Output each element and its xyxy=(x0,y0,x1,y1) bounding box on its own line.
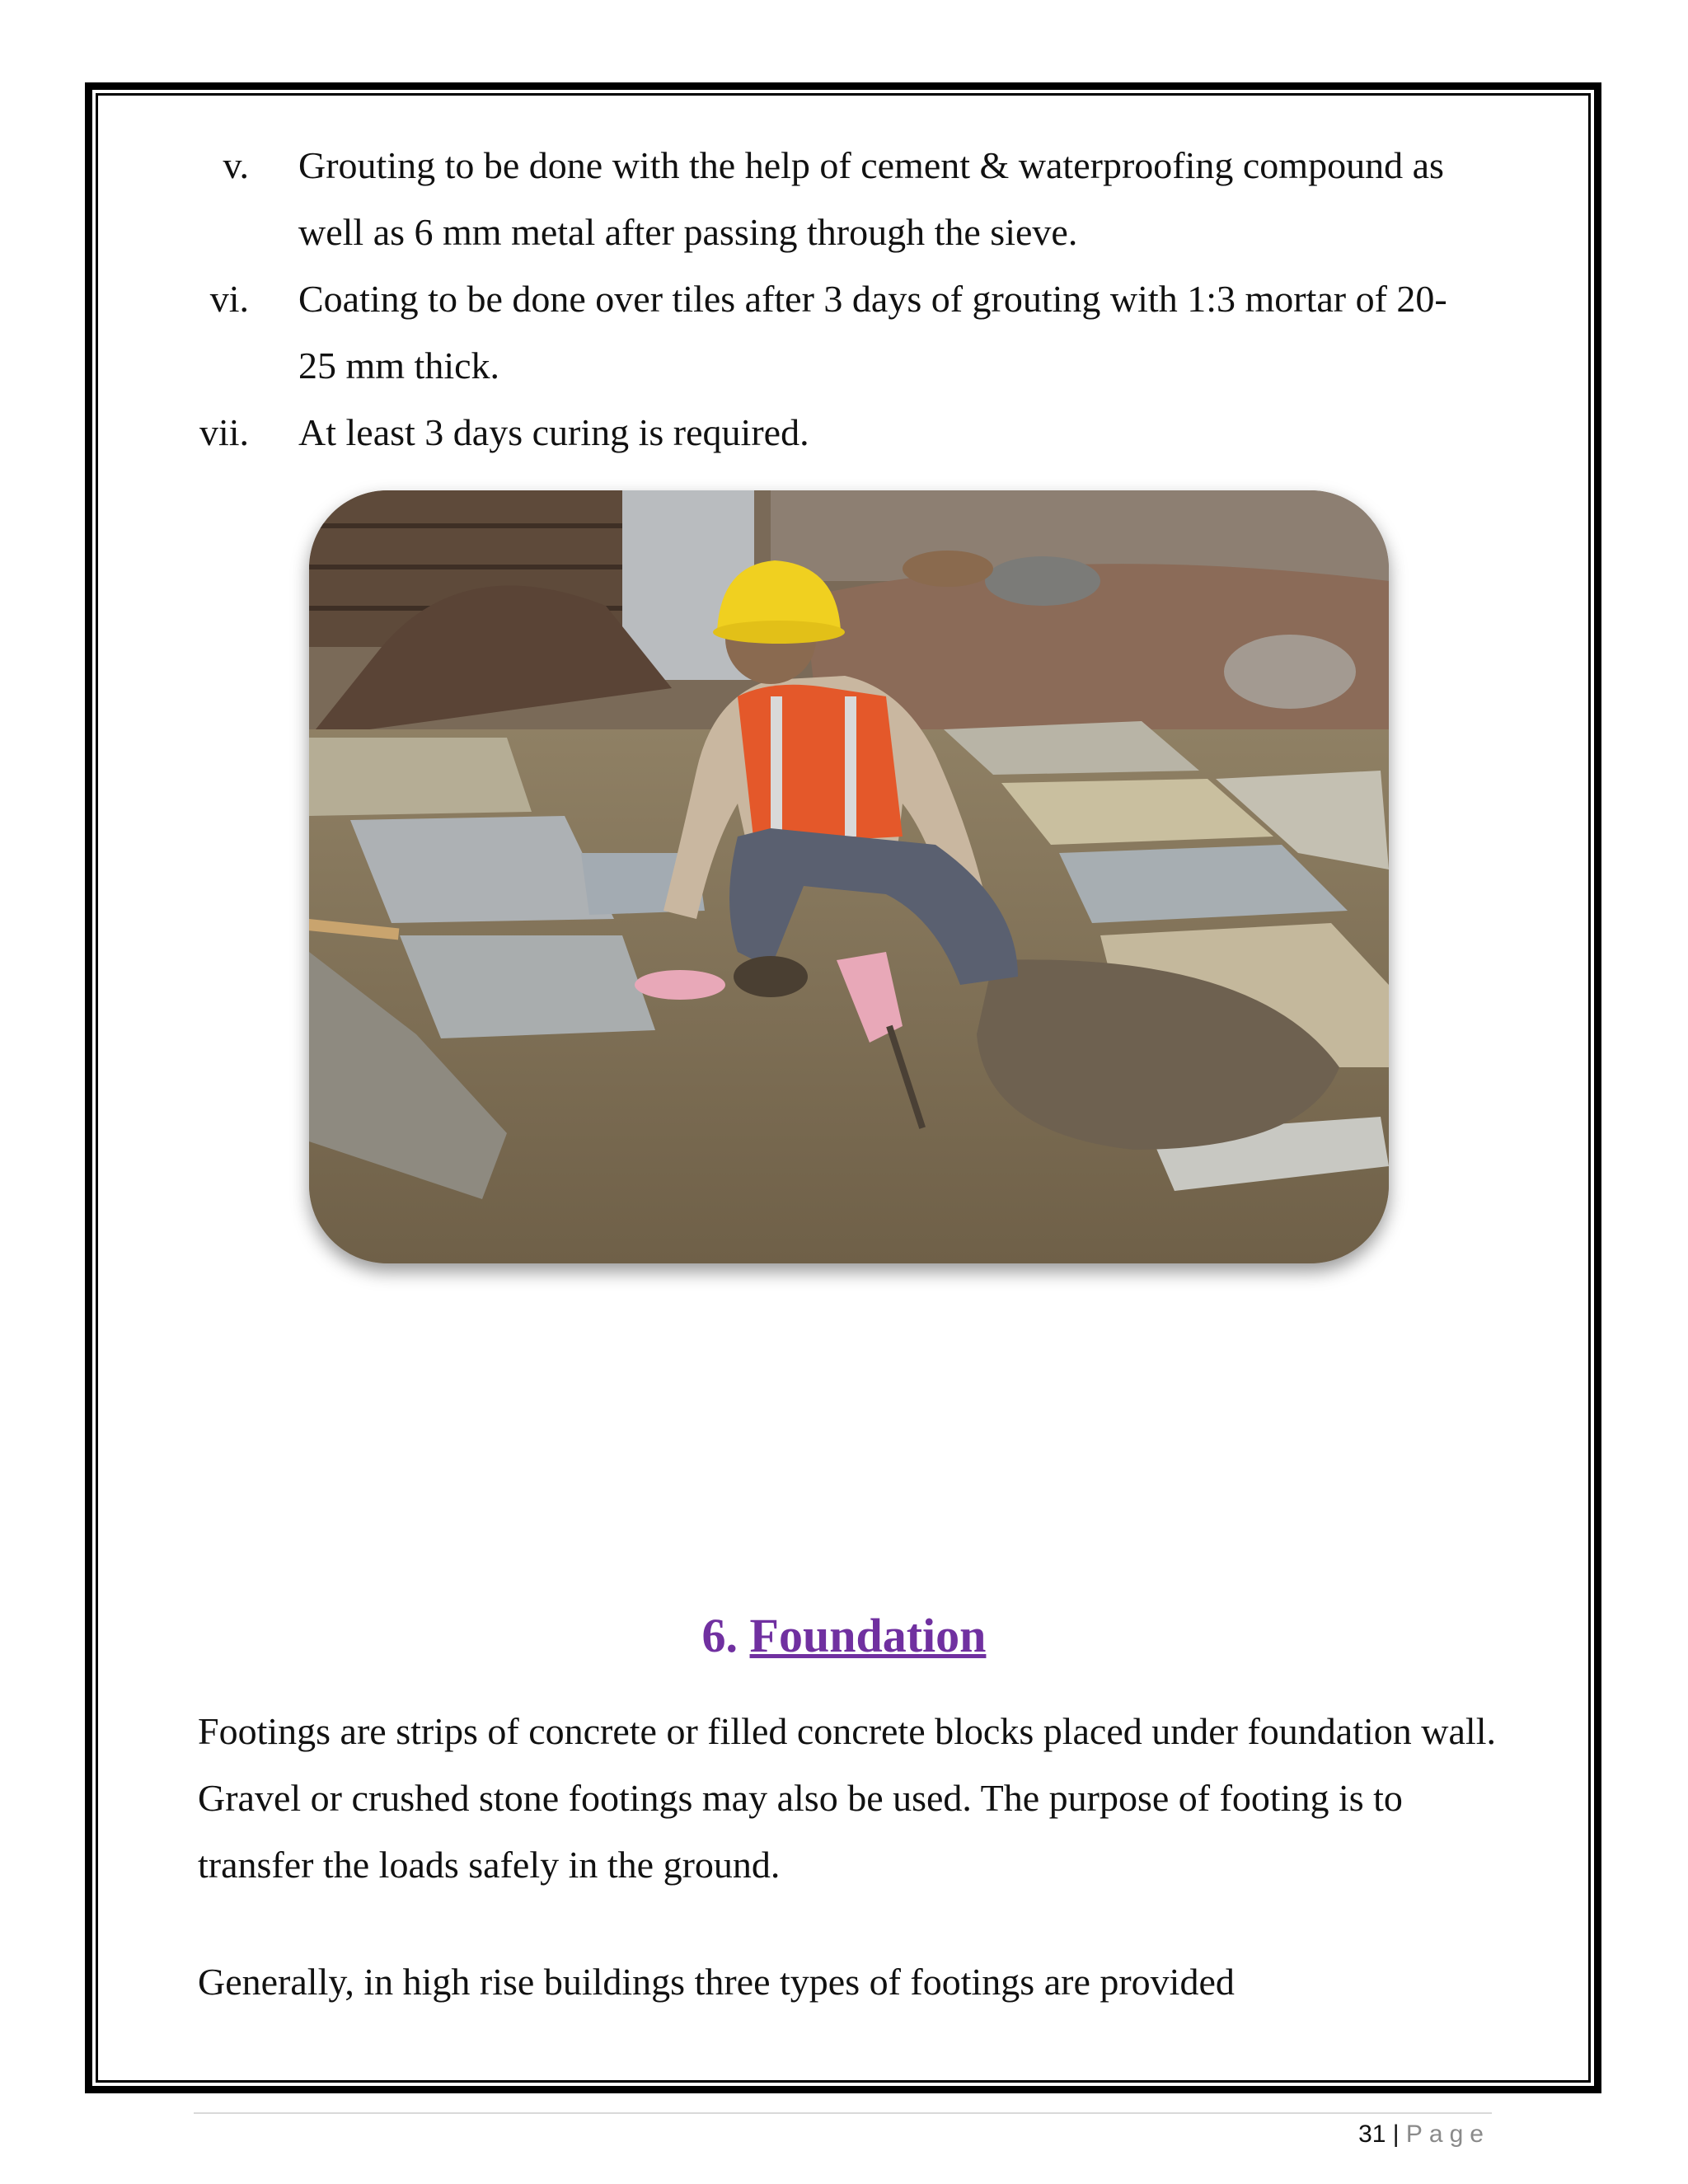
list-item-marker: vi. xyxy=(209,278,249,320)
page-label: Page xyxy=(1405,2121,1490,2148)
page-number: 31 xyxy=(1358,2121,1386,2148)
list-item-text: Coating to be done over tiles after 3 days of grouting with 1:3 mortar of 20-25 mm thick. xyxy=(298,278,1447,387)
section-number: 6. xyxy=(701,1609,738,1662)
footer-separator: | xyxy=(1392,2121,1400,2148)
list-item xyxy=(165,265,1517,399)
list-item-marker: vii. xyxy=(199,411,249,453)
list-item-marker: v. xyxy=(223,144,249,186)
worker-grouting-photo xyxy=(309,490,1389,1263)
section-heading xyxy=(0,1603,1688,1669)
section-title: Foundation xyxy=(749,1609,987,1662)
numbered-list xyxy=(165,132,1517,466)
page-footer xyxy=(1358,2118,1490,2151)
footer-divider xyxy=(194,2112,1492,2114)
list-item-text: At least 3 days curing is required. xyxy=(298,411,809,453)
paragraph: Footings are strips of concrete or filled concrete blocks placed under foundation wall. Gravel or crushed stone footings may also be used. The purpose of footing is to transfer the loads safely in the ground. xyxy=(198,1710,1496,1886)
paragraph: Generally, in high rise buildings three types of footings are provided xyxy=(198,1961,1235,2003)
list-item xyxy=(165,399,1517,466)
list-item xyxy=(165,132,1517,265)
list-item-text: Grouting to be done with the help of cement & waterproofing compound as well as 6 mm metal after passing through the sieve. xyxy=(298,144,1444,253)
